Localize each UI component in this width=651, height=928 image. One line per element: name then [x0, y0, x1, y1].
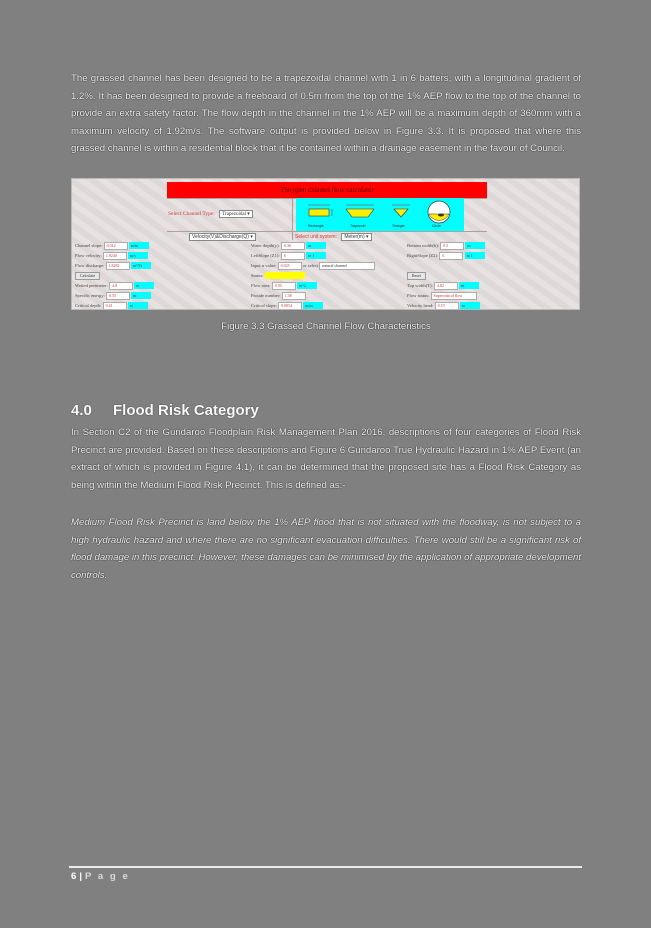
- natural-channel-dropdown[interactable]: natural channel: [319, 262, 375, 270]
- flow-area-output: 0.95: [272, 282, 296, 290]
- section-number: 4.0: [71, 402, 92, 419]
- flow-velocity-input[interactable]: 1.9240: [103, 252, 127, 260]
- reset-button[interactable]: Reset: [407, 272, 426, 280]
- units-dropdown[interactable]: Velocity(V)&Discharge(Q) ▾: [189, 233, 256, 241]
- shape-label-triangle: Triangle: [392, 224, 405, 228]
- page-number: 6: [71, 871, 77, 882]
- circle-channel-icon: [424, 199, 458, 225]
- unit-system-selector: [295, 233, 372, 241]
- channel-type-label: Select Channel Type:: [168, 211, 215, 217]
- body-paragraph-flood-risk: In Section C2 of the Gundaroo Floodplain Risk Management Plan 2016, descriptions of four categories of Flood Risk Precinct are provided. Based on these descriptions and Figure 6 Gundaroo True Hydraulic Hazard in 1% AEP Event (an extract of which is provided in Figure 4.1), it can be determined that the proposed site has a Flood Risk Category as being within the Medium Flood Risk Precinct. This is defined as:-: [71, 427, 581, 491]
- body-paragraph-channel-design: The grassed channel has been designed to be a trapezoidal channel with 1 in 6 batters, with a longitudinal gradient of 1.2%. It has been designed to provide a freeboard of 0.5m from the top of the 1% AEP flow to the top of the channel to provide an extra safety factor. The flow depth in the channel in the 1% AEP will be a maximum depth of 360mm with a maximum velocity of 1.92m/s. The software output is provided below in Figure 3.3. It is proposed that where this grassed channel is within a residential block that it be contained within a drainage easement in the favour of Council.: [71, 73, 581, 155]
- figure-channel-flow-calculator: [71, 178, 580, 310]
- channel-slope-input[interactable]: 0.012: [104, 242, 128, 250]
- specific-energy-output: 0.55: [106, 292, 130, 300]
- wetted-perimeter-output: 4.8: [109, 282, 133, 290]
- critical-depth-output: 0.41: [103, 302, 127, 310]
- channel-type-selector: [168, 210, 253, 218]
- calc-row: Specific energy: 0.55 m Froude number: 1.38 Flow status: Supercritical flow: [75, 291, 578, 300]
- shape-label-trapezoid: Trapezoid: [350, 224, 366, 228]
- unit-system-label: Select unit system:: [295, 234, 337, 240]
- page-label: P a g e: [85, 871, 130, 882]
- right-slope-input[interactable]: 6: [439, 252, 463, 260]
- channel-type-dropdown[interactable]: Trapezoidal ▾: [219, 210, 252, 218]
- section-heading: [71, 402, 259, 419]
- status-indicator: [265, 272, 305, 279]
- page-footer: [71, 871, 130, 882]
- footer-divider: [69, 866, 582, 868]
- calc-row: Channel slope: 0.012 m/m Water depth(y): 0.36 m Bottom width(b): 0.5 m: [75, 241, 578, 250]
- figure-caption: Figure 3.3 Grassed Channel Flow Characteristics: [221, 321, 431, 332]
- velocity-head-output: 0.19: [435, 302, 459, 310]
- flow-discharge-input[interactable]: 1.8282: [106, 262, 130, 270]
- calc-row: Flow velocity: 1.9240 m/s LeftSlope (Z1): 6 to 1 RightSlope (Z2): 6 to 1: [75, 251, 578, 260]
- trapezoid-channel-icon: [344, 203, 378, 221]
- bottom-width-input[interactable]: 0.5: [440, 242, 464, 250]
- top-width-output: 4.82: [434, 282, 458, 290]
- froude-number-output: 1.38: [282, 292, 306, 300]
- unit-system-dropdown[interactable]: Meter(m) ▾: [341, 233, 371, 241]
- channel-shapes-panel: [296, 198, 464, 231]
- calc-row: Calculate Status: Reset: [75, 271, 578, 280]
- water-depth-input[interactable]: 0.36: [281, 242, 305, 250]
- calculator-title: The open channel flow calculator: [167, 182, 487, 198]
- calculate-button[interactable]: Calculate: [75, 272, 100, 280]
- calc-row: Critical depth: 0.41 m Critical slope: 0.0054 m/m Velocity head: 0.19 m: [75, 301, 578, 310]
- flow-status-output: Supercritical flow: [431, 292, 477, 300]
- critical-slope-output: 0.0054: [278, 302, 302, 310]
- rectangle-channel-icon: [306, 203, 334, 221]
- left-slope-input[interactable]: 6: [281, 252, 305, 260]
- body-paragraph-medium-risk-definition: Medium Flood Risk Precinct is land below the 1% AEP flood that is not situated with the floodway, is not subject to a high hydraulic hazard and where there are no significant evacuation difficulties. There would still be a significant risk of flood damage in this precinct. However, these damages can be minimised by the application of appropriate development controls.: [71, 517, 581, 581]
- section-title: Flood Risk Category: [113, 402, 259, 419]
- shape-label-rectangle: Rectangle: [308, 224, 324, 228]
- calc-row: Flow discharge: 1.8282 m^3/s Input n value: 0.025 or select natural channel: [75, 261, 578, 270]
- shape-label-circle: Circle: [432, 224, 441, 228]
- triangle-channel-icon: [390, 203, 414, 221]
- manning-n-input[interactable]: 0.025: [278, 262, 302, 270]
- calc-row: Wetted perimeter: 4.8 m Flow area: 0.95 m^2 Top width(T): 4.82 m: [75, 281, 578, 290]
- footer-separator: |: [79, 871, 83, 882]
